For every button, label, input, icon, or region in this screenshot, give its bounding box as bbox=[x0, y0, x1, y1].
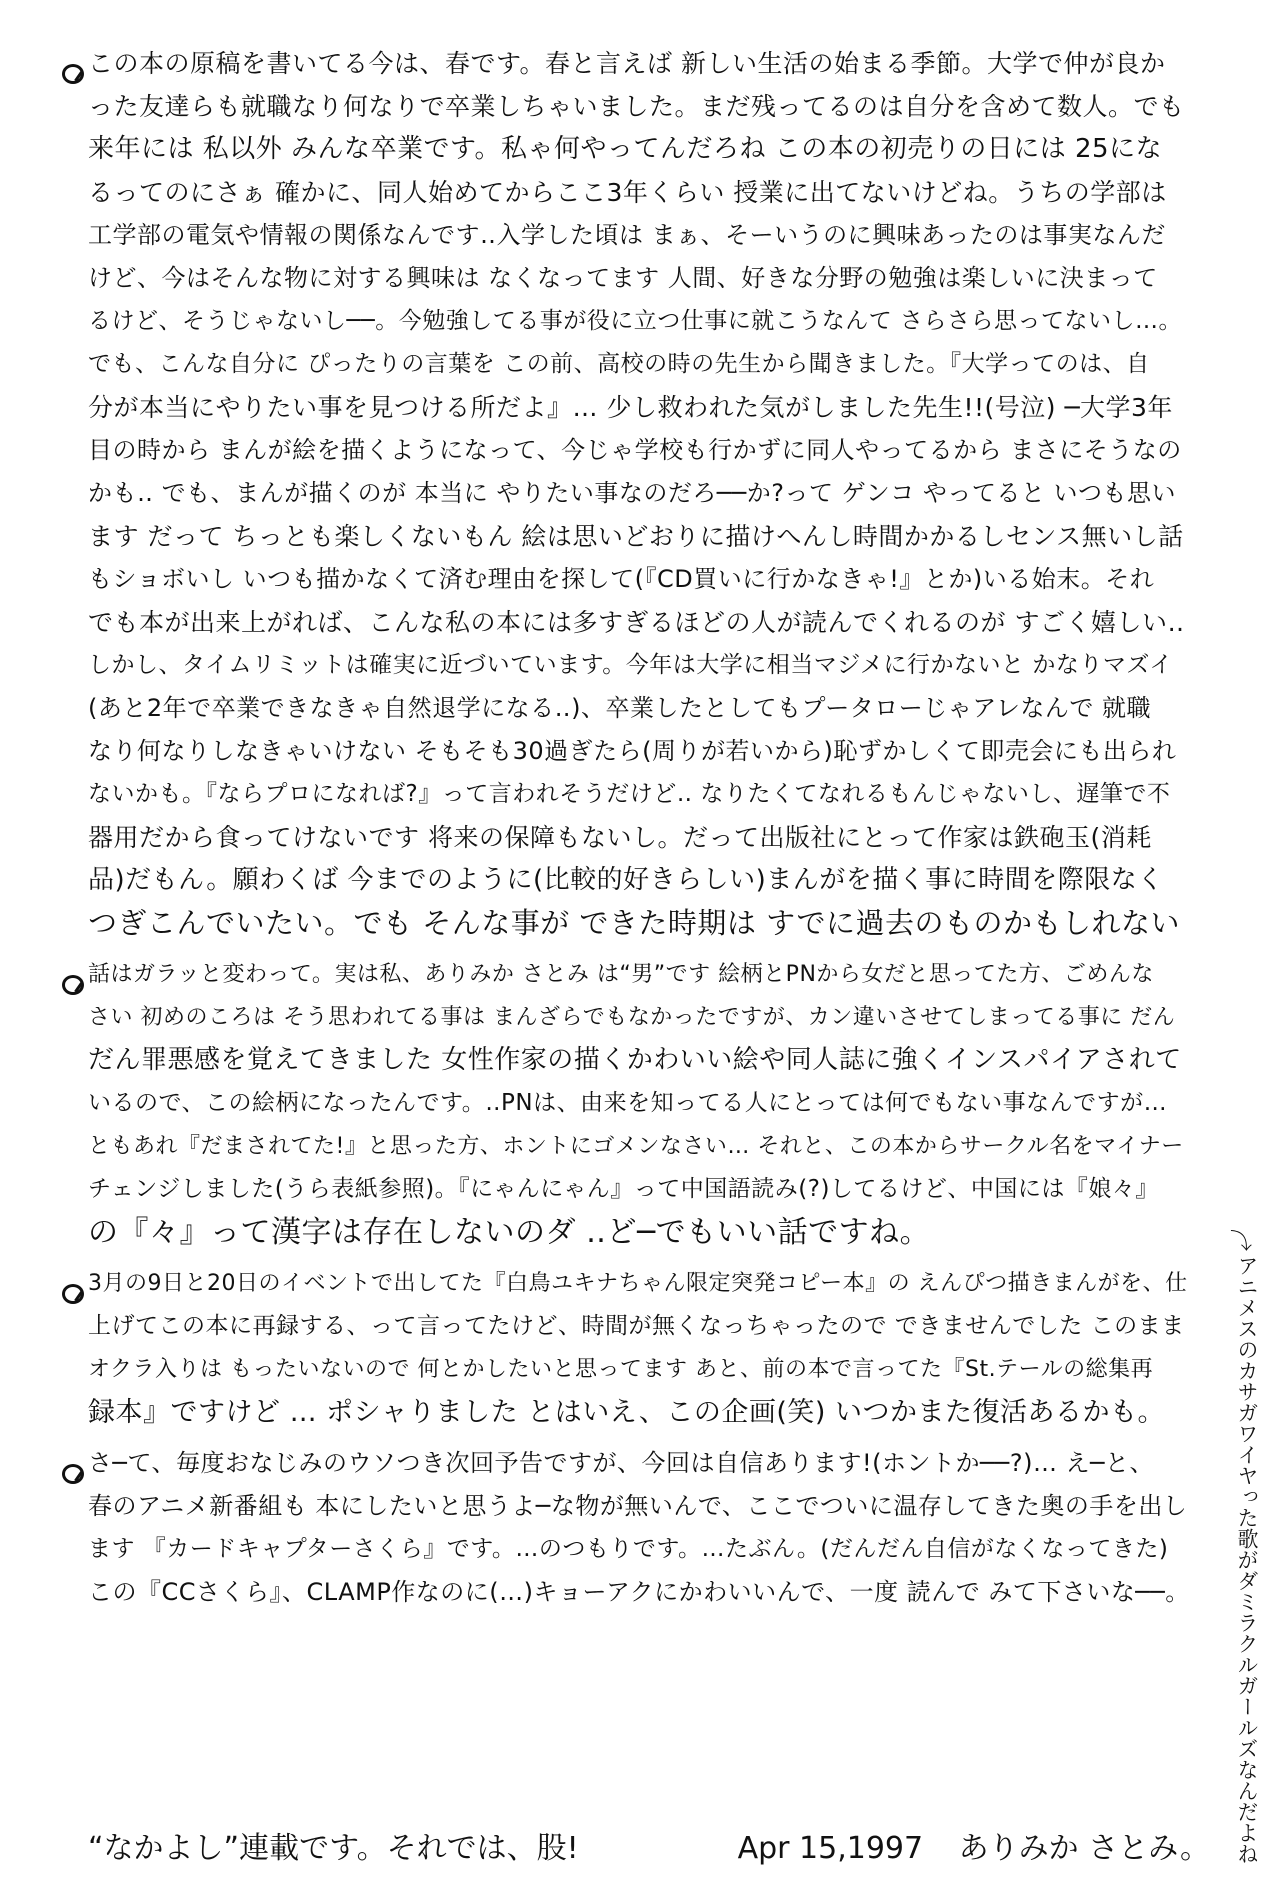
paragraph-1 bbox=[40, 42, 1190, 945]
text-line: った友達らも就職なり何なりで卒業しちゃいました。まだ残ってるのは自分を含めて数人。でも bbox=[88, 92, 1185, 121]
curved-arrow-icon: ⤵ bbox=[1230, 1230, 1253, 1255]
text-line: 録本』ですけど … ポシャりました とはいえ、この企画(笑) いつかまた復活あるかも。 bbox=[88, 1397, 1165, 1428]
text-line: チェンジしました(うら表紙参照)。『にゃんにゃん』って中国語読み(?)してるけど、中国には『娘々』 bbox=[88, 1176, 1159, 1202]
text-line: もショボいし いつも描かなくて済む理由を探して(『CD買いに行かなきゃ!』とか)いる始末。それ bbox=[88, 565, 1155, 593]
text-line: でも本が出来上がれば、こんな私の本には多すぎるほどの人が読んでくれるのが すごく嬉しい‥ bbox=[88, 608, 1185, 637]
text-line: この本の原稿を書いてる今は、春です。春と言えば 新しい生活の始まる季節。大学で仲が良か bbox=[88, 49, 1166, 78]
bullet-icon bbox=[62, 975, 84, 995]
text-line: 器用だから食ってけないです 将来の保障もないし。だって出版社にとって作家は鉄砲玉(消耗 bbox=[88, 823, 1152, 852]
text-line: (あと2年で卒業できなきゃ自然退学になる‥)、卒業したとしてもプータローじゃアレなんで 就職 bbox=[88, 694, 1151, 722]
text-line: でも、こんな自分に ぴったりの言葉を この前、高校の時の先生から聞きました。『大学ってのは、自 bbox=[88, 351, 1150, 377]
signature bbox=[712, 1823, 1230, 1867]
text-line: 工学部の電気や情報の関係なんです‥入学した頃は まぁ、そーいうのに興味あったのは事実なんだ bbox=[88, 221, 1166, 249]
text-line: かも‥ でも、まんが描くのが 本当に やりたい事なのだろ──か?って ゲンコ やってると いつも思い bbox=[88, 479, 1176, 507]
text-line: の『々』って漢字は存在しないのダ ‥ど─でもいい話ですね。 bbox=[88, 1215, 931, 1250]
paragraph-3 bbox=[40, 1262, 1190, 1434]
margin-note: アニメスのカサガワイヤった歌がダミラクルガールズなんだよね bbox=[1235, 1255, 1259, 1864]
text-line: るってのにさぁ 確かに、同人始めてからここ3年くらい 授業に出てないけどね。うちの学部は bbox=[88, 178, 1167, 207]
text-line: けど、今はそんな物に対する興味は なくなってます 人間、好きな分野の勉強は楽しいに決まって bbox=[88, 264, 1158, 292]
bullet-icon bbox=[62, 1464, 84, 1484]
text-line: 上げてこの本に再録する、って言ってたけど、時間が無くなっちゃったので できませんでした このまま bbox=[88, 1313, 1185, 1339]
author-name: ありみか さとみ。 bbox=[958, 1831, 1210, 1866]
text-line: 分が本当にやりたい事を見つける所だよ』… 少し救われた気がしました先生!!(号泣) ─大学3年 bbox=[88, 393, 1173, 422]
text-line: なり何なりしなきゃいけない そもそも30過ぎたら(周りが若いから)恥ずかしくて即売会にも出られ bbox=[88, 737, 1177, 765]
closing-line: “なかよし”連載です。それでは、股! bbox=[88, 1831, 579, 1866]
text-line: 春のアニメ新番組も 本にしたいと思うよ─な物が無いんで、ここでついに温存してきた奥の手を出し bbox=[88, 1492, 1188, 1520]
text-line: ます だって ちっとも楽しくないもん 絵は思いどおりに描けへんし時間かかるしセンス無いし話 bbox=[88, 522, 1184, 551]
text-line: るけど、そうじゃないし──。今勉強してる事が役に立つ仕事に就こうなんて さらさら思ってないし…。 bbox=[88, 308, 1183, 334]
text-line: ともあれ『だまされてた!』と思った方、ホントにゴメンなさい… それと、この本からサークル名をマイナー bbox=[88, 1134, 1184, 1159]
text-line: ます 『カードキャプターさくら』です。…のつもりです。…たぶん。(だんだん自信がなくなってきた) bbox=[88, 1536, 1169, 1562]
date: Apr 15,1997 bbox=[737, 1831, 924, 1866]
text-line: この『CCさくら』、CLAMP作なのに(…)キョーアクにかわいいんで、一度 読んで みて下さいな──。 bbox=[88, 1578, 1190, 1606]
paragraph-2 bbox=[40, 953, 1190, 1254]
text-line: だん罪悪感を覚えてきました 女性作家の描くかわいい絵や同人誌に強くインスパイアされて bbox=[88, 1045, 1182, 1075]
text-line: 話はガラッと変わって。実は私、ありみか さとみ は“男”です 絵柄とPNから女だと思ってた方、ごめんな bbox=[88, 962, 1154, 987]
text-line: つぎこんでいたい。でも そんな事が できた時期は すでに過去のものかもしれない bbox=[88, 906, 1181, 940]
bullet-icon bbox=[62, 64, 84, 84]
text-line: さ─て、毎度おなじみのウソつき次回予告ですが、今回は自信あります!(ホントか──?)… え─と、 bbox=[88, 1449, 1155, 1477]
text-line: さい 初めのころは そう思われてる事は まんざらでもなかったですが、カン違いさせてしまってる事に だん bbox=[88, 1005, 1176, 1030]
footer bbox=[40, 1820, 1230, 1870]
bullet-icon bbox=[62, 1284, 84, 1304]
text-line: オクラ入りは もったいないので 何とかしたいと思ってます あと、前の本で言ってた『St.テールの総集再 bbox=[88, 1357, 1154, 1382]
text-line: ないかも。『ならプロになれば?』って言われそうだけど‥ なりたくてなれるもんじゃないし、遅筆で不 bbox=[88, 781, 1171, 807]
text-line: しかし、タイムリミットは確実に近づいています。今年は大学に相当マジメに行かないと かなりマズイ bbox=[88, 652, 1173, 678]
text-line: 3月の9日と20日のイベントで出してた『白鳥ユキナちゃん限定突発コピー本』の えんぴつ描きまんがを、仕 bbox=[88, 1271, 1188, 1296]
afterword-body bbox=[40, 42, 1190, 1622]
text-line: 目の時から まんが絵を描くようになって、今じゃ学校も行かずに同人やってるから まさにそうなの bbox=[88, 436, 1182, 464]
text-line: いるので、この絵柄になったんです。‥PNは、由来を知ってる人にとっては何でもない事なんですが… bbox=[88, 1090, 1168, 1116]
text-line: 来年には 私以外 みんな卒業です。私ゃ何やってんだろね この本の初売りの日には 25にな bbox=[88, 134, 1163, 164]
text-line: 品)だもん。願わくば 今までのように(比較的好きらしい)まんがを描く事に時間を際限なく bbox=[88, 865, 1164, 895]
paragraph-4 bbox=[40, 1442, 1190, 1614]
